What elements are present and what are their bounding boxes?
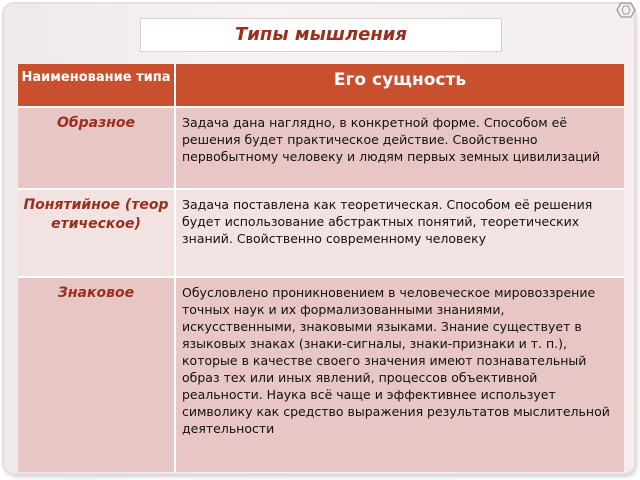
type-name-cell: Понятийное (теоретическое) <box>18 188 176 276</box>
column-header-essence: Его сущность <box>176 64 624 106</box>
table-row <box>18 106 624 188</box>
table-row <box>18 188 624 276</box>
thinking-types-table <box>18 64 624 472</box>
type-name-cell: Знаковое <box>18 276 176 472</box>
page-title: Типы мышления <box>140 18 502 52</box>
column-header-name: Наименование типа <box>18 64 176 106</box>
type-description-cell: Задача поставлена как теоретическая. Способом её решения будет использование абстрактных понятий, теоретических знаний. Свойственно современному человеку <box>176 188 624 276</box>
type-description-cell: Задача дана наглядно, в конкретной форме. Способом её решения будет практическое действие. Свойственно первобытному человеку и людям первых земных цивилизаций <box>176 106 624 188</box>
table-header-row <box>18 64 624 106</box>
type-name-cell: Образное <box>18 106 176 188</box>
type-description-cell: Обусловлено проникновением в человеческое мировоззрение точных наук и их формализованными знаниями, искусственными, знаковыми языками. Знание существует в языковых знаках (знаки-сигналы, знаки-признаки и т. п.), которые в качестве своего значения имеют познавательный образ тех или иных явлений, процессов объективной реальности. Наука всё чаще и эффективнее использует символику как средство выражения результатов мыслительной деятельности <box>176 276 624 472</box>
table-row <box>18 276 624 472</box>
hexagon-ornament-icon <box>616 2 636 18</box>
